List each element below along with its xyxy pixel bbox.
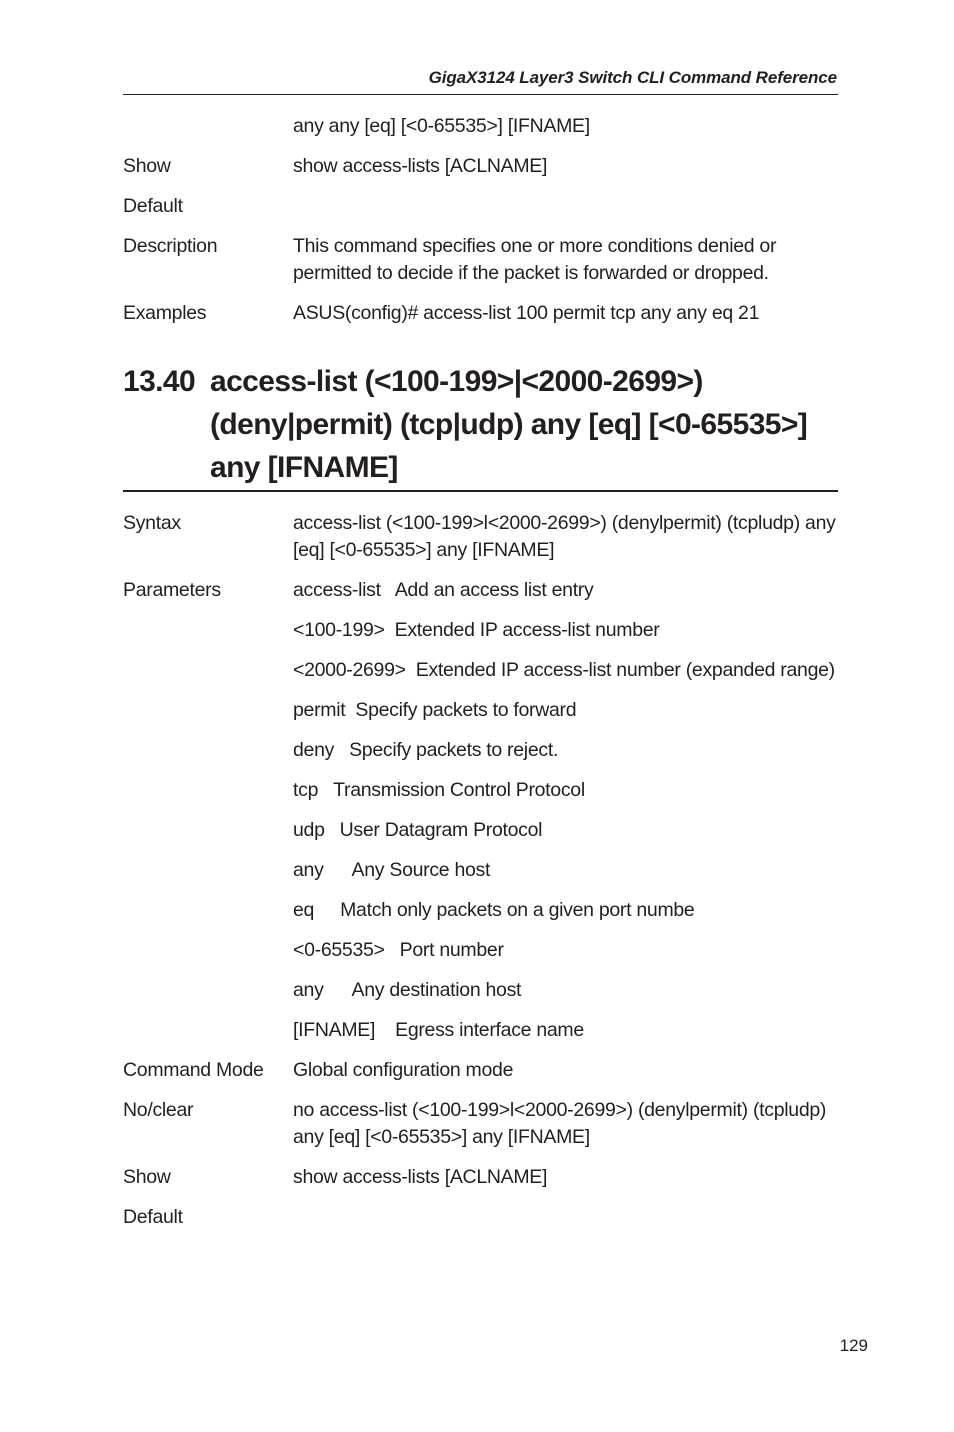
param-name: any [293, 979, 324, 1001]
default-row [123, 193, 843, 220]
param-name: deny [293, 739, 335, 761]
section-number: 13.40 [123, 365, 196, 398]
parameter-row [123, 737, 843, 764]
command-mode-label: Command Mode [123, 1059, 264, 1081]
param-desc: Extended IP access-list number (expanded range) [415, 659, 835, 681]
parameter-row [123, 697, 843, 724]
command-body [123, 510, 843, 1231]
show-row [123, 153, 843, 180]
parameters-label: Parameters [123, 579, 221, 601]
section-title: access-list (<100-199>|<2000-2699>) (deny|permit) (tcp|udp) any [eq] [<0-65535>] any [IFNAME] [210, 365, 808, 484]
param-name: eq [293, 899, 315, 921]
param-desc: Specify packets to forward [355, 699, 577, 721]
syntax-label: Syntax [123, 512, 181, 534]
default-label: Default [123, 195, 183, 217]
default-label: Default [123, 1206, 183, 1228]
noclear-label: No/clear [123, 1099, 194, 1121]
param-desc: Add an access list entry [394, 579, 594, 601]
param-name: tcp [293, 779, 319, 801]
param-desc: Transmission Control Protocol [333, 779, 585, 801]
command-mode-value: Global configuration mode [293, 1059, 514, 1081]
parameter-row [123, 977, 843, 1004]
parameter-row [123, 777, 843, 804]
syntax-continuation: any any [eq] [<0-65535>] [IFNAME] [293, 115, 590, 137]
show-value: show access-lists [ACLNAME] [293, 1166, 548, 1188]
param-name: udp [293, 819, 325, 841]
parameter-row [123, 897, 843, 924]
examples-row [123, 300, 843, 327]
noclear-row [123, 1097, 843, 1151]
param-name: access-list [293, 579, 381, 601]
description-label: Description [123, 235, 218, 257]
parameter-row [123, 857, 843, 884]
examples-label: Examples [123, 302, 207, 324]
show-value: show access-lists [ACLNAME] [293, 155, 548, 177]
section-heading [123, 360, 838, 489]
parameter-row [123, 817, 843, 844]
examples-value: ASUS(config)# access-list 100 permit tcp any any eq 21 [293, 302, 760, 324]
page-number: 129 [839, 1336, 868, 1355]
running-header: GigaX3124 Layer3 Switch CLI Command Reference [428, 68, 837, 87]
param-desc: Egress interface name [395, 1019, 584, 1041]
param-desc: Any Source host [351, 859, 491, 881]
param-desc: Port number [399, 939, 504, 961]
param-desc: User Datagram Protocol [339, 819, 543, 841]
param-desc: Match only packets on a given port numbe [340, 899, 695, 921]
param-desc: Any destination host [351, 979, 522, 1001]
description-value: This command specifies one or more conditions denied or permitted to decide if the packet is forwarded or dropped. [293, 235, 777, 284]
syntax-value: access-list (<100-199>l<2000-2699>) (denylpermit) (tcpludp) any [eq] [<0-65535>] any [IFNAME] [293, 512, 836, 561]
parameter-row [123, 617, 843, 644]
header-rule [123, 94, 838, 95]
param-name: any [293, 859, 324, 881]
param-name: <2000-2699> [293, 659, 406, 681]
default-row [123, 1204, 843, 1231]
description-row [123, 233, 843, 287]
command-mode-row [123, 1057, 843, 1084]
heading-rule [123, 490, 838, 492]
show-row [123, 1164, 843, 1191]
param-desc: Specify packets to reject. [349, 739, 559, 761]
parameters-row [123, 577, 843, 604]
param-name: permit [293, 699, 346, 721]
parameter-row [123, 657, 843, 684]
show-label: Show [123, 1166, 171, 1188]
param-name: <0-65535> [293, 939, 385, 961]
parameter-row [123, 1017, 843, 1044]
param-name: [IFNAME] [293, 1019, 376, 1041]
param-name: <100-199> [293, 619, 385, 641]
show-label: Show [123, 155, 171, 177]
syntax-continuation-row [123, 113, 843, 140]
parameter-row [123, 937, 843, 964]
previous-command-block [123, 113, 843, 327]
noclear-value: no access-list (<100-199>l<2000-2699>) (denylpermit) (tcpludp) any [eq] [<0-65535>] any [IFNAME] [293, 1099, 827, 1148]
param-desc: Extended IP access-list number [394, 619, 660, 641]
syntax-row [123, 510, 843, 564]
